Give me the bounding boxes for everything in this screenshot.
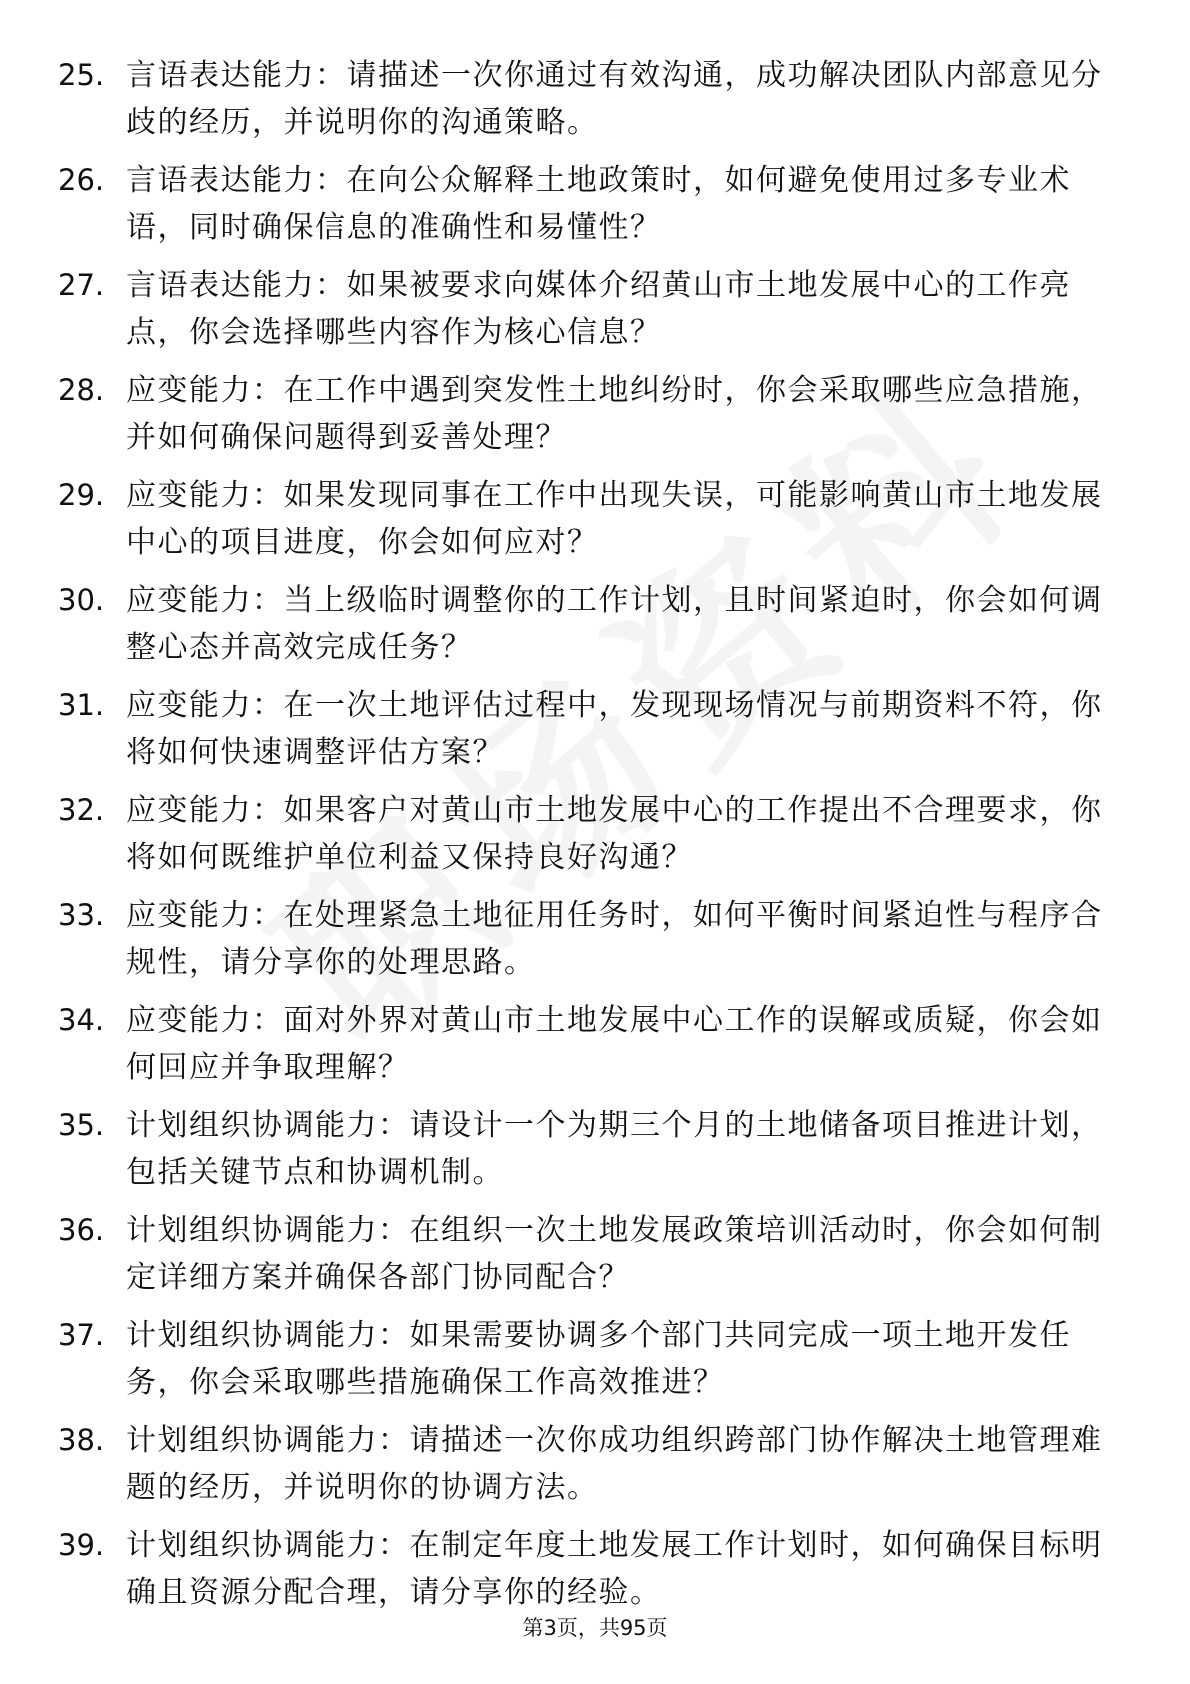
list-item <box>58 892 1118 986</box>
question-text: 计划组织协调能力：请描述一次你成功组织跨部门协作解决土地管理难题的经历，并说明你的协调方法。 <box>126 1423 1103 1505</box>
question-text: 应变能力：如果发现同事在工作中出现失误，可能影响黄山市土地发展中心的项目进度，你会如何应对？ <box>126 478 1103 560</box>
question-number: 26. <box>58 163 105 197</box>
list-item <box>58 1102 1118 1196</box>
page-number-label: 第3页，共95页 <box>522 1616 668 1640</box>
question-text: 言语表达能力：请描述一次你通过有效沟通，成功解决团队内部意见分歧的经历，并说明你的沟通策略。 <box>126 58 1103 140</box>
question-number: 25. <box>58 58 105 92</box>
question-text: 应变能力：面对外界对黄山市土地发展中心工作的误解或质疑，你会如何回应并争取理解？ <box>126 1003 1103 1085</box>
list-item <box>58 997 1118 1091</box>
question-number: 30. <box>58 583 105 617</box>
question-text: 计划组织协调能力：在制定年度土地发展工作计划时，如何确保目标明确且资源分配合理，请分享你的经验。 <box>126 1528 1103 1610</box>
list-item <box>58 577 1118 671</box>
question-text: 计划组织协调能力：请设计一个为期三个月的土地储备项目推进计划，包括关键节点和协调机制。 <box>126 1108 1103 1190</box>
question-text: 应变能力：当上级临时调整你的工作计划，且时间紧迫时，你会如何调整心态并高效完成任务？ <box>126 583 1103 665</box>
question-number: 31. <box>58 688 105 722</box>
list-item <box>58 52 1118 146</box>
list-item <box>58 1522 1118 1616</box>
list-item <box>58 367 1118 461</box>
list-item <box>58 1207 1118 1301</box>
question-text: 应变能力：在一次土地评估过程中，发现现场情况与前期资料不符，你将如何快速调整评估方案？ <box>126 688 1103 770</box>
question-number: 28. <box>58 373 105 407</box>
question-number: 36. <box>58 1213 105 1247</box>
question-number: 34. <box>58 1003 105 1037</box>
question-text: 应变能力：如果客户对黄山市土地发展中心的工作提出不合理要求，你将如何既维护单位利益又保持良好沟通？ <box>126 793 1103 875</box>
question-number: 38. <box>58 1423 105 1457</box>
question-number: 27. <box>58 268 105 302</box>
list-item <box>58 787 1118 881</box>
list-item <box>58 157 1118 251</box>
question-text: 应变能力：在处理紧急土地征用任务时，如何平衡时间紧迫性与程序合规性，请分享你的处理思路。 <box>126 898 1103 980</box>
page-footer <box>0 1612 1190 1642</box>
question-number: 33. <box>58 898 105 932</box>
question-number: 35. <box>58 1108 105 1142</box>
question-text: 言语表达能力：如果被要求向媒体介绍黄山市土地发展中心的工作亮点，你会选择哪些内容作为核心信息？ <box>126 268 1071 350</box>
list-item <box>58 1312 1118 1406</box>
question-text: 计划组织协调能力：在组织一次土地发展政策培训活动时，你会如何制定详细方案并确保各部门协同配合？ <box>126 1213 1103 1295</box>
list-item <box>58 682 1118 776</box>
question-text: 言语表达能力：在向公众解释土地政策时，如何避免使用过多专业术语，同时确保信息的准确性和易懂性？ <box>126 163 1071 245</box>
question-list <box>58 52 1118 1627</box>
question-text: 计划组织协调能力：如果需要协调多个部门共同完成一项土地开发任务，你会采取哪些措施确保工作高效推进？ <box>126 1318 1071 1400</box>
question-number: 29. <box>58 478 105 512</box>
list-item <box>58 472 1118 566</box>
question-number: 39. <box>58 1528 105 1562</box>
list-item <box>58 262 1118 356</box>
question-text: 应变能力：在工作中遇到突发性土地纠纷时，你会采取哪些应急措施，并如何确保问题得到妥善处理？ <box>126 373 1103 455</box>
question-number: 37. <box>58 1318 105 1352</box>
list-item <box>58 1417 1118 1511</box>
question-number: 32. <box>58 793 105 827</box>
